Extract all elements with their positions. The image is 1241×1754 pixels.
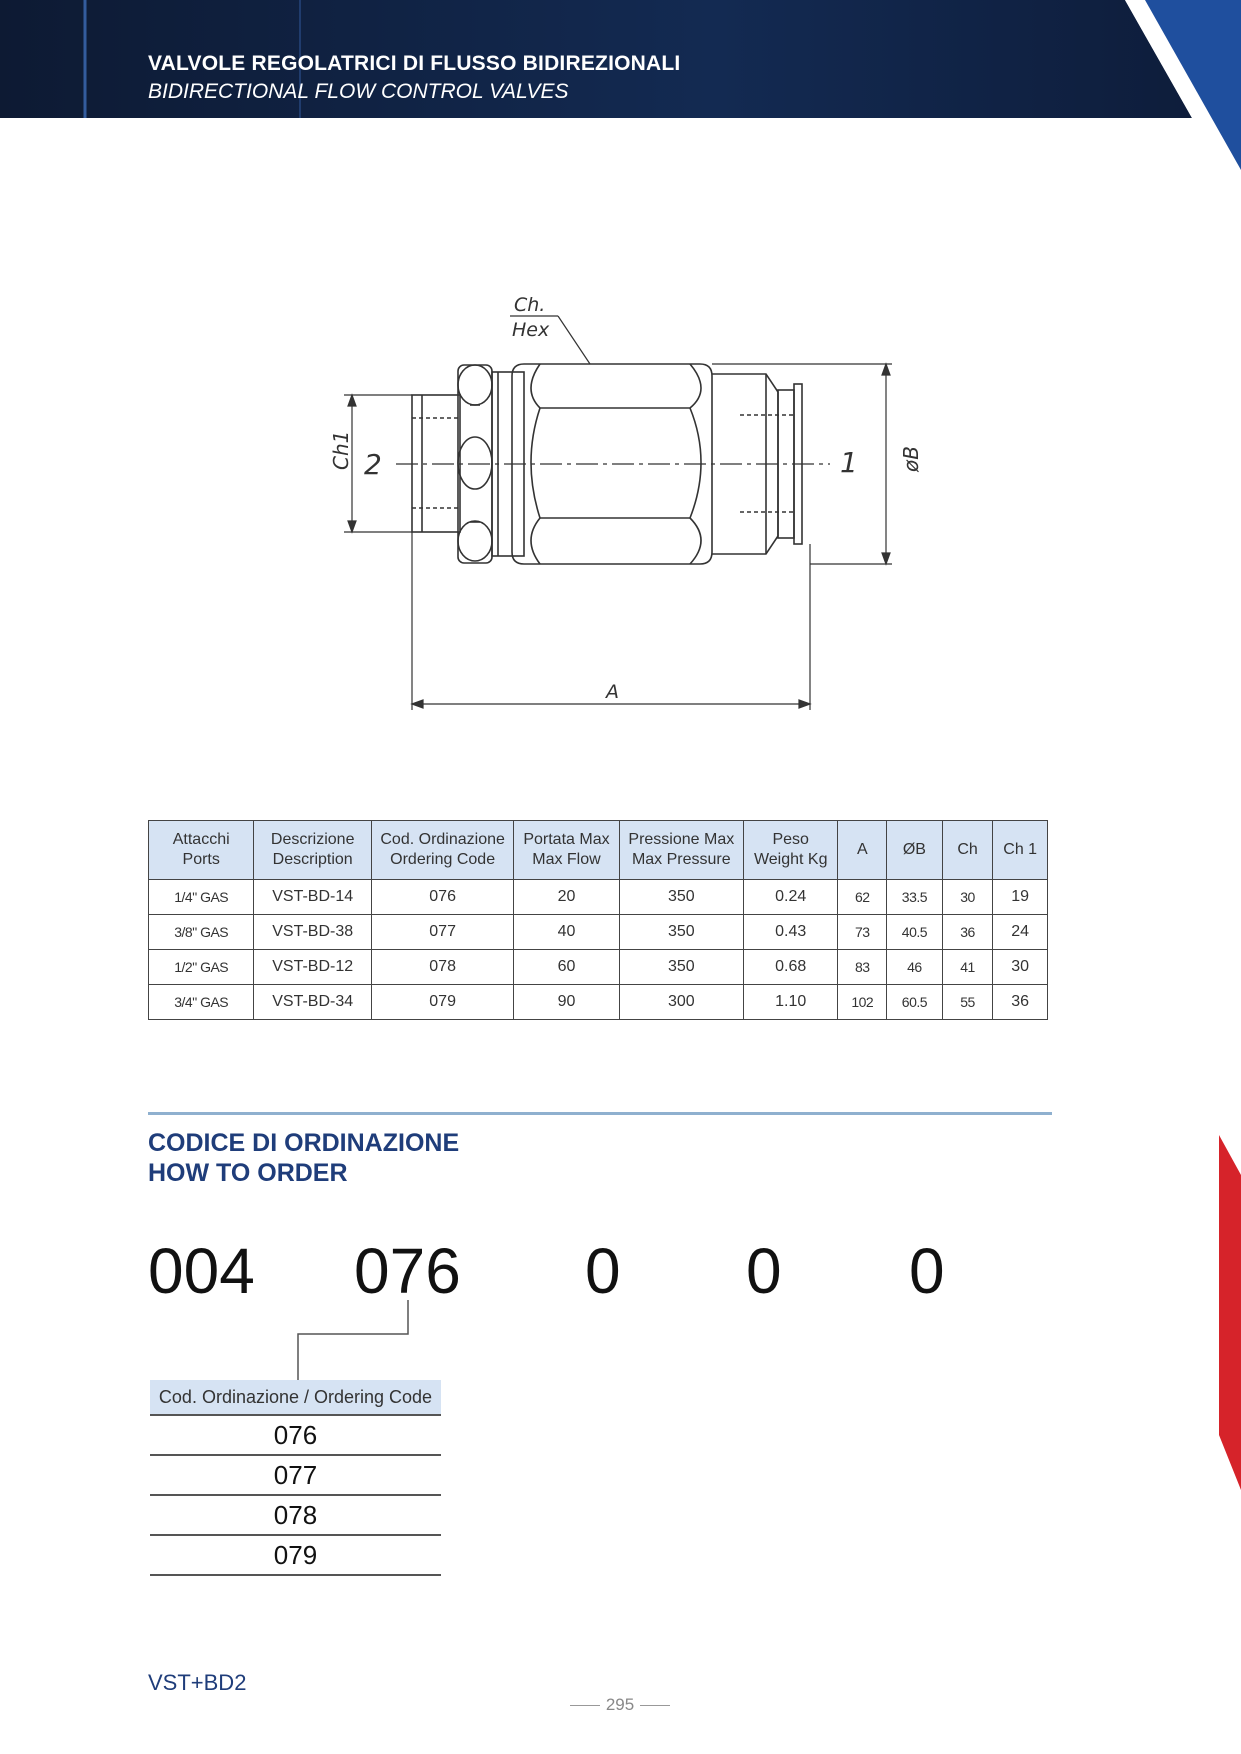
code-part-option-1: 0 bbox=[585, 1235, 621, 1307]
list-item: 078 bbox=[150, 1495, 441, 1535]
col-max-flow: Portata Max Max Flow bbox=[514, 821, 619, 880]
col-b: ØB bbox=[887, 821, 943, 880]
table-row: 3/8" GAS VST-BD-38 077 40 350 0.43 73 40.5 36 24 bbox=[149, 915, 1048, 950]
header-title: VALVOLE REGOLATRICI DI FLUSSO BIDIREZIONALI bbox=[148, 52, 681, 75]
code-part-prefix: 004 bbox=[148, 1235, 255, 1307]
col-description: Descrizione Description bbox=[254, 821, 372, 880]
col-weight: Peso Weight Kg bbox=[743, 821, 837, 880]
section-divider bbox=[148, 1112, 1052, 1115]
length-a-label: A bbox=[606, 681, 619, 703]
col-max-pressure: Pressione Max Max Pressure bbox=[619, 821, 743, 880]
code-part-option-2: 0 bbox=[746, 1235, 782, 1307]
col-ordering-code: Cod. Ordinazione Ordering Code bbox=[371, 821, 513, 880]
diameter-b-label: øB bbox=[899, 446, 923, 472]
code-part-option-3: 0 bbox=[909, 1235, 945, 1307]
page-number: 295 bbox=[560, 1695, 680, 1715]
code-part-ordering-code: 076 bbox=[354, 1235, 461, 1307]
list-item: 076 bbox=[150, 1415, 441, 1455]
col-a: A bbox=[838, 821, 887, 880]
col-ports: Attacchi Ports bbox=[149, 821, 254, 880]
code-connector-line bbox=[290, 1300, 420, 1382]
ordering-code-table bbox=[150, 1380, 441, 1576]
spec-table bbox=[148, 820, 1048, 1020]
col-ch: Ch bbox=[942, 821, 993, 880]
col-ch1: Ch 1 bbox=[993, 821, 1048, 880]
port-1-label: 1 bbox=[840, 446, 858, 479]
how-to-order-title bbox=[148, 1128, 459, 1188]
table-row: 1/4" GAS VST-BD-14 076 20 350 0.24 62 33.5 30 19 bbox=[149, 880, 1048, 915]
footer-product-code: VST+BD2 bbox=[148, 1670, 247, 1695]
table-row: 1/2" GAS VST-BD-12 078 60 350 0.68 83 46 41 30 bbox=[149, 950, 1048, 985]
hex-label-en: Hex bbox=[512, 319, 550, 341]
ch1-label: Ch1 bbox=[329, 430, 353, 470]
valve-drawing bbox=[300, 280, 940, 720]
how-to-order-title-en: HOW TO ORDER bbox=[148, 1159, 348, 1187]
spec-table-header-row bbox=[149, 821, 1048, 880]
list-item: 079 bbox=[150, 1535, 441, 1575]
table-row: 3/4" GAS VST-BD-34 079 90 300 1.10 102 60.5 55 36 bbox=[149, 985, 1048, 1020]
side-red-tab bbox=[1209, 1135, 1241, 1490]
port-2-label: 2 bbox=[364, 448, 382, 481]
ordering-code-header: Cod. Ordinazione / Ordering Code bbox=[150, 1380, 441, 1415]
header-subtitle: BIDIRECTIONAL FLOW CONTROL VALVES bbox=[148, 80, 569, 103]
hex-label-it: Ch. bbox=[514, 294, 546, 316]
how-to-order-title-it: CODICE DI ORDINAZIONE bbox=[148, 1129, 460, 1157]
list-item: 077 bbox=[150, 1455, 441, 1495]
page-header bbox=[0, 0, 1241, 118]
